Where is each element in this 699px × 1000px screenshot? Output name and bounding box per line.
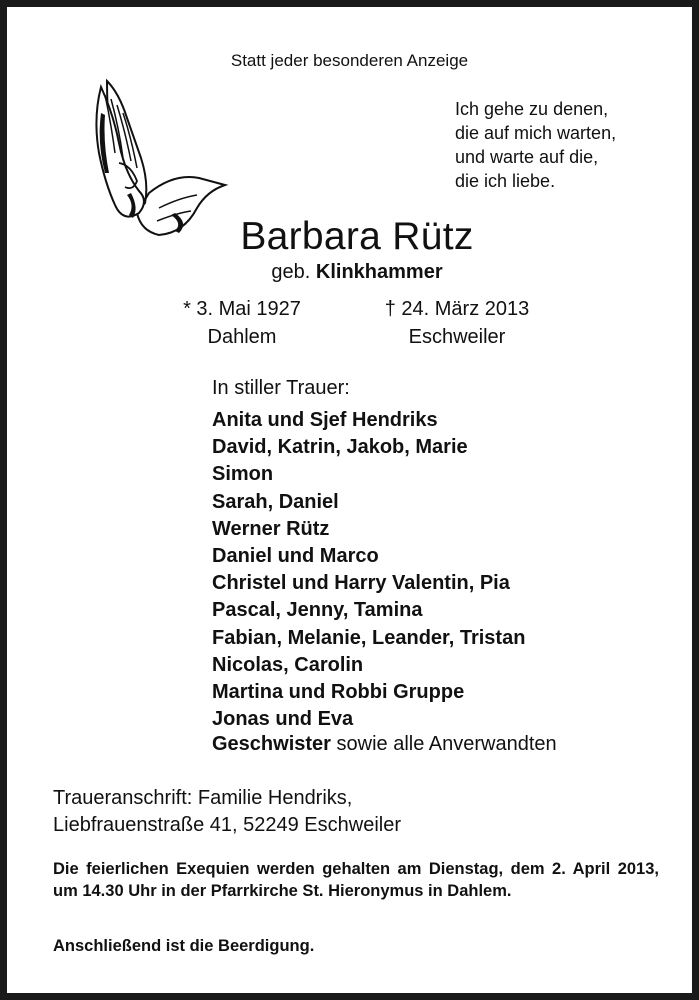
- mourner-line: Simon: [212, 463, 274, 486]
- siblings-line: [212, 733, 557, 756]
- mourner-line: Pascal, Jenny, Tamina: [212, 599, 423, 622]
- maiden-name: [7, 261, 699, 284]
- mourners-list: [212, 407, 525, 733]
- mourner-line: Anita und Sjef Hendriks: [212, 409, 438, 431]
- mourner-line: Jonas und Eva: [212, 708, 354, 731]
- poem-line: die ich liebe.: [455, 171, 556, 191]
- siblings-label: Geschwister: [212, 733, 331, 755]
- mourner-line: David, Katrin, Jakob, Marie: [212, 436, 468, 459]
- service-info: Die feierlichen Exequien werden gehalten am Dienstag, dem 2. April 2013, um 14.30 Uhr in der Pfarrkirche St. Hieronymus in Dahlem.: [53, 860, 659, 900]
- notice-header: Statt jeder besonderen Anzeige: [230, 51, 469, 70]
- burial-info: Anschließend ist die Beerdigung.: [53, 937, 315, 955]
- poem-line: und warte auf die,: [455, 147, 599, 167]
- mourner-line: Nicolas, Carolin: [212, 653, 364, 676]
- poem: [455, 97, 616, 193]
- poem-line: die auf mich warten,: [455, 123, 617, 143]
- mourning-address: [53, 785, 401, 839]
- mourner-line: Sarah, Daniel: [212, 490, 339, 513]
- mourner-line: Werner Rütz: [212, 517, 330, 540]
- birth-date: * 3. Mai 1927: [183, 298, 301, 320]
- birth-place: Dahlem: [207, 326, 277, 348]
- death-date: † 24. März 2013: [384, 298, 530, 320]
- mourning-label: In stiller Trauer:: [212, 377, 350, 399]
- address-line: Traueranschrift: Familie Hendriks,: [53, 787, 353, 809]
- mourner-line: Daniel und Marco: [212, 545, 379, 568]
- death-info: [357, 295, 557, 351]
- deceased-name: Barbara Rütz: [240, 215, 474, 258]
- poem-line: Ich gehe zu denen,: [455, 99, 609, 119]
- mourner-line: Fabian, Melanie, Leander, Tristan: [212, 626, 526, 649]
- birth-info: [157, 295, 327, 351]
- mourner-line: Christel und Harry Valentin, Pia: [212, 572, 510, 595]
- relatives-text: sowie alle Anverwandten: [330, 733, 557, 755]
- death-place: Eschweiler: [408, 326, 506, 348]
- maiden-surname: Klinkhammer: [315, 261, 443, 283]
- address-line: Liebfrauenstraße 41, 52249 Eschweiler: [53, 814, 401, 836]
- maiden-prefix: geb.: [271, 261, 311, 283]
- mourner-line: Martina und Robbi Gruppe: [212, 681, 465, 704]
